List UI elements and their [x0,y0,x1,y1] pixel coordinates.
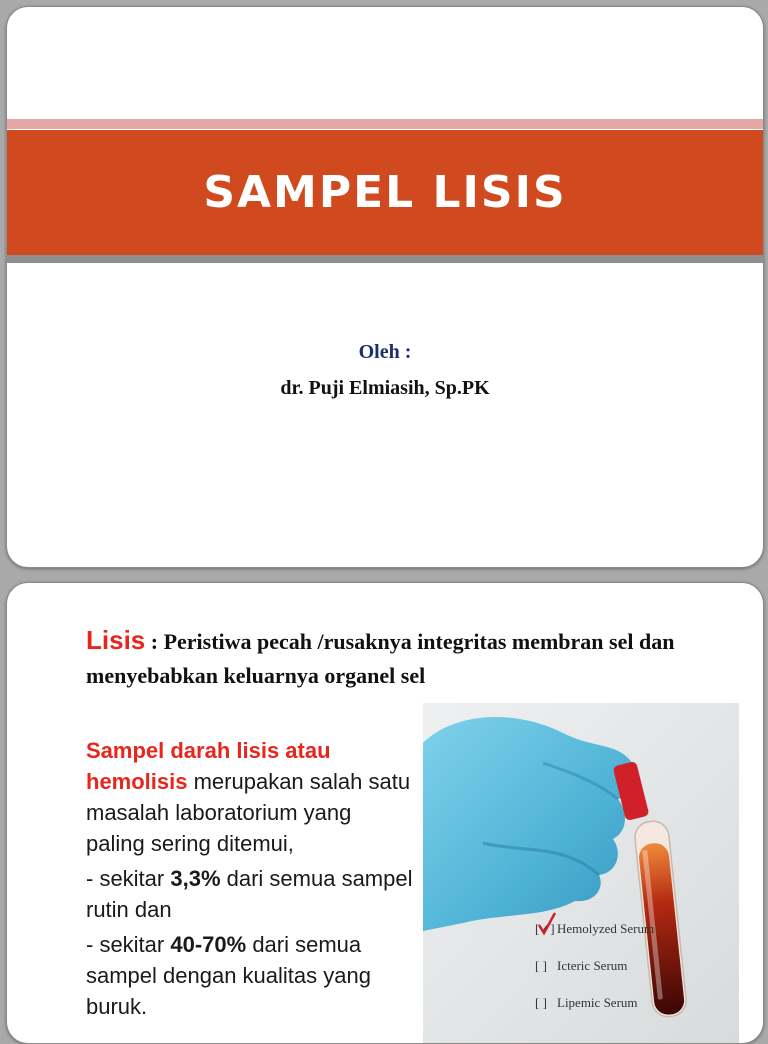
definition-slide [6,582,764,1044]
by-label: Oleh : [358,341,412,363]
bullet-routine-prefix: - sekitar [86,866,171,891]
bullet-routine-suffix: dari semua sampel rutin dan [86,866,413,922]
bullet-poor-suffix: dari semua sampel dengan kualitas yang buruk. [86,932,371,1019]
title-band-top-line [7,119,763,129]
hemolysis-description [86,735,416,1022]
bullet-poor-value: 40-70% [170,932,247,957]
checklist-mark-1: [✓] [535,921,555,936]
title-band-bottom-line [7,255,763,263]
title-slide [6,6,764,568]
hemolysis-paragraph [86,735,416,859]
checklist-label-3: Lipemic Serum [557,995,638,1010]
checklist-label-2: Icteric Serum [557,958,628,973]
definition-text [86,623,726,693]
hemolysis-highlight: Sampel darah lisis atau hemolisis [86,738,331,794]
checklist-mark-2: [ ] [535,958,547,973]
hemolysis-paragraph-text: merupakan salah satu masalah laboratorium yang paling sering ditemui, [86,769,411,856]
definition-term: Lisis [86,625,146,655]
slide-title: SAMPEL LISIS [203,167,567,218]
bullet-poor-prefix: - sekitar [86,932,171,957]
hemolyzed-sample-photo [423,703,739,1043]
bullet-routine-value: 3,3% [170,866,221,891]
bullet-poor-quality [86,929,416,1022]
definition-body: : Peristiwa pecah /rusaknya integritas membran sel dan menyebabkan keluarnya organel sel [86,629,675,688]
title-band [7,130,763,255]
author-name: dr. Puji Elmiasih, Sp.PK [280,377,490,399]
bullet-routine [86,863,416,925]
checklist-label-1: Hemolyzed Serum [557,921,655,936]
checklist-mark-3: [ ] [535,995,547,1010]
